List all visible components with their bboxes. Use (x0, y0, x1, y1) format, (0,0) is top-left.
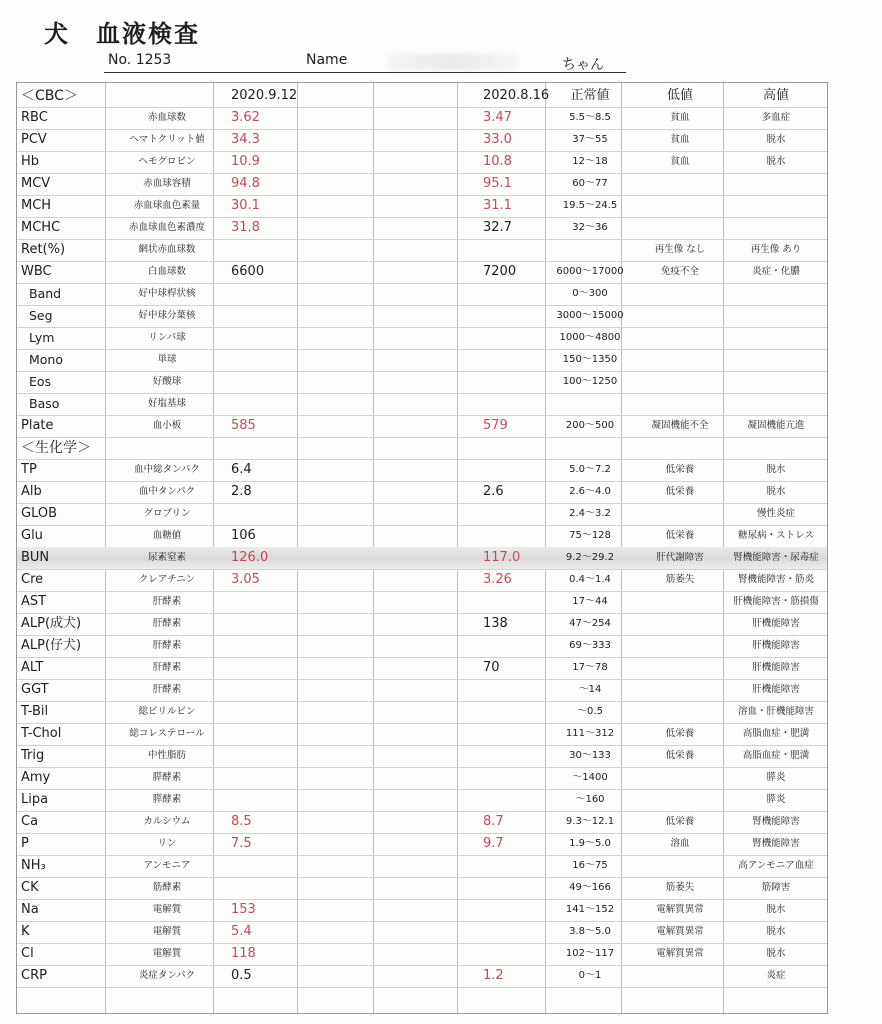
high-meaning: 腎機能障害 (752, 816, 800, 827)
low-meaning: 低栄養 (665, 816, 695, 827)
test-code: K (21, 924, 30, 939)
table-row (17, 701, 827, 724)
test-code: GLOB (21, 506, 58, 521)
record-number: No. 1253 (108, 52, 172, 68)
table-row (17, 877, 827, 900)
test-code: NH₃ (21, 858, 46, 873)
low-meaning (621, 349, 739, 371)
value-date2: 7200 (483, 264, 517, 279)
normal-range: 2.4〜3.2 (569, 508, 611, 519)
low-meaning (621, 679, 739, 701)
high-meaning: 溶血・肝機能障害 (737, 706, 814, 717)
high-meaning: 脱水 (766, 156, 786, 167)
normal-range: 60〜77 (572, 178, 608, 189)
normal-range: 17〜78 (572, 662, 608, 673)
test-name-jp: クレアチニン (138, 574, 196, 585)
test-name-jp: 膵酵素 (152, 772, 182, 783)
test-code: GGT (21, 682, 49, 697)
low-meaning: 貧血 (670, 134, 690, 145)
value-date1: 7.5 (231, 836, 252, 851)
test-name-jp: 赤血球容積 (143, 178, 191, 189)
normal-range: 49〜166 (569, 882, 611, 893)
test-name-jp: 電解質 (152, 948, 182, 959)
high-meaning: 肝機能障害 (752, 684, 800, 695)
value-date1: 6.4 (231, 462, 252, 477)
table-row (17, 569, 827, 592)
test-name-jp: 肝酵素 (152, 640, 182, 651)
value-date1: 34.3 (231, 132, 260, 147)
table-row (17, 591, 827, 614)
high-meaning: 高脂血症・肥満 (742, 750, 810, 761)
value-date1: 6600 (231, 264, 265, 279)
normal-range: 30〜133 (569, 750, 611, 761)
test-name-jp: 血中総タンパク (134, 464, 200, 475)
test-code: Plate (21, 418, 54, 433)
normal-range: 3000〜15000 (556, 310, 624, 321)
table-row (17, 129, 827, 152)
test-name-jp: 炎症タンパク (138, 970, 196, 981)
low-meaning: 肝代謝障害 (656, 552, 704, 563)
test-name-jp: 肝酵素 (152, 618, 182, 629)
value-date1: 118 (231, 946, 256, 961)
test-code: T-Bil (21, 704, 49, 719)
high-meaning: 多血症 (761, 112, 791, 123)
normal-range: 69〜333 (569, 640, 611, 651)
value-date2: 70 (483, 660, 500, 675)
page-title (44, 14, 200, 49)
table-row (17, 283, 827, 306)
test-code: Cl (21, 946, 34, 961)
low-meaning: 低栄養 (665, 530, 695, 541)
value-date2: 8.7 (483, 814, 504, 829)
value-date1: 10.9 (231, 154, 260, 169)
redacted-name (388, 54, 518, 70)
high-meaning: 脱水 (766, 948, 786, 959)
value-date1: 585 (231, 418, 256, 433)
low-meaning (621, 635, 739, 657)
table-row (17, 899, 827, 922)
low-meaning (621, 767, 739, 789)
normal-range: 〜0.5 (577, 706, 603, 717)
high-meaning: 腎機能障害・筋炎 (737, 574, 814, 585)
high-meaning: 脱水 (766, 486, 786, 497)
normal-range: 19.5〜24.5 (562, 200, 618, 211)
section-header-row (17, 437, 827, 460)
low-meaning (621, 327, 739, 349)
low-meaning (621, 789, 739, 811)
test-name-jp: 肝酵素 (152, 684, 182, 695)
value-date1: 31.8 (231, 220, 260, 235)
high-meaning: 筋障害 (761, 882, 791, 893)
test-name-jp: アンモニア (143, 860, 191, 871)
test-name-jp: 単球 (157, 354, 177, 365)
test-name-jp: 膵酵素 (152, 794, 182, 805)
normal-range: 16〜75 (572, 860, 608, 871)
test-code: Hb (21, 154, 40, 169)
table-row (17, 195, 827, 218)
value-date2: 10.8 (483, 154, 512, 169)
high-meaning: 腎機能障害・尿毒症 (733, 552, 819, 563)
title-text: 血液検査 (96, 20, 200, 48)
high-meaning: 凝固機能亢進 (747, 420, 805, 431)
high-meaning: 肝機能障害 (752, 662, 800, 673)
high-meaning: 脱水 (766, 904, 786, 915)
value-date2: 1.2 (483, 968, 504, 983)
test-code: TP (21, 462, 37, 477)
low-meaning: 電解質異常 (656, 926, 704, 937)
value-date1: 8.5 (231, 814, 252, 829)
normal-range: 1000〜4800 (559, 332, 621, 343)
table-row (17, 349, 827, 372)
table-row (17, 679, 827, 702)
name-label: Name (306, 52, 348, 68)
test-name-jp: 肝酵素 (152, 596, 182, 607)
normal-range: 75〜128 (569, 530, 611, 541)
table-row (17, 327, 827, 350)
table-row (17, 657, 827, 680)
test-name-jp: 網状赤血球数 (138, 244, 196, 255)
low-meaning: 溶血 (670, 838, 690, 849)
normal-range: 0〜300 (572, 288, 608, 299)
low-meaning (621, 701, 739, 723)
table-row (17, 613, 827, 636)
normal-range: 9.2〜29.2 (565, 552, 615, 563)
value-date1: 106 (231, 528, 256, 543)
high-meaning: 糖尿病・ストレス (738, 530, 814, 541)
test-name-jp: カルシウム (143, 816, 191, 827)
test-name-jp: 肝酵素 (152, 662, 182, 673)
test-code: RBC (21, 110, 48, 125)
value-date2: 579 (483, 418, 508, 433)
normal-range: 正常値 (570, 88, 610, 103)
value-date2: 2.6 (483, 484, 504, 499)
test-code: Cre (21, 572, 44, 587)
results-table (16, 82, 828, 1014)
table-row (17, 723, 827, 746)
high-meaning: 脱水 (766, 464, 786, 475)
test-code: Amy (21, 770, 51, 785)
test-code: AST (21, 594, 47, 609)
test-name-jp: 好中球桿状核 (138, 288, 196, 299)
test-code: Seg (29, 308, 53, 323)
table-row (17, 811, 827, 834)
test-code: CK (21, 880, 39, 895)
high-meaning: 脱水 (766, 926, 786, 937)
table-row (17, 767, 827, 790)
normal-range: 5.5〜8.5 (569, 112, 611, 123)
normal-range: 〜160 (575, 794, 605, 805)
test-name-jp: 電解質 (152, 904, 182, 915)
test-name-jp: 中性脂肪 (147, 750, 186, 761)
test-code: MCH (21, 198, 52, 213)
high-meaning: 膵炎 (766, 794, 786, 805)
high-meaning: 炎症 (766, 970, 786, 981)
normal-range: 37〜55 (572, 134, 608, 145)
test-name-jp: 血小板 (152, 420, 182, 431)
table-row (17, 107, 827, 130)
value-date1: 2020.9.12 (231, 88, 298, 103)
test-code: ALP(成犬) (21, 616, 82, 631)
low-meaning (621, 195, 739, 217)
test-name-jp: ヘモグロビン (138, 156, 196, 167)
low-meaning: 貧血 (670, 156, 690, 167)
test-name-jp: 総コレステロール (129, 728, 205, 739)
normal-range: 1.9〜5.0 (569, 838, 611, 849)
test-name-jp: ヘマトクリット値 (129, 134, 205, 145)
high-meaning: 高アンモニア血症 (738, 860, 814, 871)
table-row (17, 855, 827, 878)
test-code: Alb (21, 484, 42, 499)
test-code: WBC (21, 264, 52, 279)
title-animal: 犬 (44, 20, 70, 48)
table-row (17, 503, 827, 526)
normal-range: 0〜1 (578, 970, 602, 981)
normal-range: 2.6〜4.0 (569, 486, 611, 497)
low-meaning (621, 371, 739, 393)
low-meaning: 電解質異常 (656, 948, 704, 959)
test-name-jp: 赤血球数 (147, 112, 186, 123)
test-name-jp: 筋酵素 (152, 882, 182, 893)
high-meaning: 高値 (762, 88, 789, 103)
low-meaning (621, 591, 739, 613)
high-meaning: 肝機能障害・筋損傷 (733, 596, 819, 607)
low-meaning: 低栄養 (665, 486, 695, 497)
normal-range: 141〜152 (565, 904, 615, 915)
header-underline (104, 72, 626, 73)
low-meaning (621, 305, 739, 327)
test-code: Mono (29, 352, 64, 367)
high-meaning (725, 173, 827, 195)
test-code: P (21, 836, 29, 851)
low-meaning (621, 613, 739, 635)
test-code: Trig (21, 748, 45, 763)
table-row (17, 525, 827, 548)
normal-range: 3.8〜5.0 (569, 926, 611, 937)
high-meaning (725, 437, 827, 459)
low-meaning (621, 173, 739, 195)
test-code: CRP (21, 968, 47, 983)
test-code: ＜CBC＞ (21, 88, 78, 104)
test-code: Eos (29, 374, 52, 389)
test-code: MCHC (21, 220, 61, 235)
table-row (17, 547, 827, 570)
test-code: PCV (21, 132, 47, 147)
normal-range: 200〜500 (565, 420, 615, 431)
value-date1: 3.05 (231, 572, 260, 587)
value-date1: 2.8 (231, 484, 252, 499)
test-code: Lym (29, 330, 55, 345)
value-date2: 31.1 (483, 198, 512, 213)
test-code: Na (21, 902, 39, 917)
test-code: BUN (21, 550, 50, 565)
table-row (17, 151, 827, 174)
test-code: Baso (29, 396, 60, 411)
low-meaning (621, 437, 739, 459)
high-meaning: 膵炎 (766, 772, 786, 783)
high-meaning: 腎機能障害 (752, 838, 800, 849)
test-name-jp: 好酸球 (152, 376, 182, 387)
high-meaning: 慢性炎症 (756, 508, 795, 519)
high-meaning (725, 283, 827, 305)
normal-range: 〜14 (578, 684, 602, 695)
high-meaning (725, 217, 827, 239)
low-meaning (621, 393, 739, 415)
test-name-jp: 赤血球血色素濃度 (128, 222, 205, 233)
test-name-jp: グロブリン (143, 508, 191, 519)
test-name-jp: 電解質 (152, 926, 182, 937)
test-name-jp: 血中タンパク (138, 486, 196, 497)
table-row (17, 481, 827, 504)
table-row (17, 459, 827, 482)
value-date1: 0.5 (231, 968, 252, 983)
normal-range: 5.0〜7.2 (569, 464, 611, 475)
value-date2: 32.7 (483, 220, 512, 235)
normal-range: 111〜312 (565, 728, 615, 739)
table-row (17, 745, 827, 768)
low-meaning: 電解質異常 (656, 904, 704, 915)
high-meaning (725, 349, 827, 371)
low-meaning: 筋萎失 (665, 882, 695, 893)
normal-range: 9.3〜12.1 (565, 816, 615, 827)
test-name-jp: リン (157, 838, 177, 849)
high-meaning (725, 393, 827, 415)
high-meaning: 脱水 (766, 134, 786, 145)
high-meaning (725, 371, 827, 393)
normal-range: 〜1400 (572, 772, 608, 783)
test-name-jp: 尿素窒素 (147, 552, 186, 563)
table-row (17, 261, 827, 284)
test-name-jp: リンパ球 (148, 332, 186, 343)
value-date1: 153 (231, 902, 256, 917)
high-meaning: 再生像 あり (750, 244, 802, 255)
table-row (17, 965, 827, 988)
test-code: Ca (21, 814, 39, 829)
value-date2: 33.0 (483, 132, 512, 147)
low-meaning: 免疫不全 (660, 266, 699, 277)
normal-range: 6000〜17000 (556, 266, 624, 277)
value-date1: 5.4 (231, 924, 252, 939)
low-meaning: 低栄養 (665, 728, 695, 739)
table-row (17, 789, 827, 812)
low-meaning (621, 283, 739, 305)
test-name-jp: 総ビリルビン (138, 706, 196, 717)
test-name-jp: 赤血球血色素量 (133, 200, 201, 211)
value-date2: 3.26 (483, 572, 512, 587)
low-meaning: 貧血 (670, 112, 690, 123)
normal-range: 0.4〜1.4 (569, 574, 611, 585)
low-meaning: 低栄養 (665, 750, 695, 761)
test-code: ALT (21, 660, 44, 675)
low-meaning (621, 217, 739, 239)
test-code: ＜生化学＞ (21, 440, 91, 456)
table-row (17, 371, 827, 394)
test-code: Glu (21, 528, 43, 543)
high-meaning (725, 305, 827, 327)
high-meaning: 肝機能障害 (752, 618, 800, 629)
table-row (17, 173, 827, 196)
high-meaning (725, 327, 827, 349)
value-date2: 9.7 (483, 836, 504, 851)
low-meaning (621, 503, 739, 525)
table-row (17, 305, 827, 328)
low-meaning: 低値 (666, 88, 693, 103)
test-name-jp: 血糖値 (152, 530, 182, 541)
high-meaning (725, 195, 827, 217)
test-name-jp: 好塩基球 (147, 398, 186, 409)
table-row (17, 415, 827, 438)
normal-range: 47〜254 (569, 618, 611, 629)
normal-range: 12〜18 (572, 156, 608, 167)
test-code: Band (29, 286, 62, 301)
test-name-jp: 好中球分葉核 (138, 310, 196, 321)
low-meaning (621, 657, 739, 679)
table-row (17, 921, 827, 944)
value-date2: 95.1 (483, 176, 512, 191)
normal-range: 32〜36 (572, 222, 608, 233)
section-header-row (17, 85, 827, 108)
value-date2: 138 (483, 616, 508, 631)
value-date1: 3.62 (231, 110, 260, 125)
value-date1: 30.1 (231, 198, 260, 213)
low-meaning: 凝固機能不全 (651, 420, 709, 431)
normal-range: 102〜117 (565, 948, 615, 959)
test-code: Lipa (21, 792, 49, 807)
table-row (17, 217, 827, 240)
low-meaning (621, 855, 739, 877)
normal-range: 100〜1250 (562, 376, 618, 387)
normal-range: 17〜44 (572, 596, 608, 607)
low-meaning (621, 965, 739, 987)
test-code: Ret(%) (21, 242, 66, 257)
table-row (17, 833, 827, 856)
test-code: MCV (21, 176, 51, 191)
low-meaning: 筋萎失 (665, 574, 695, 585)
value-date1: 94.8 (231, 176, 260, 191)
value-date2: 117.0 (483, 550, 521, 565)
value-date2: 3.47 (483, 110, 512, 125)
low-meaning: 再生像 なし (654, 244, 706, 255)
low-meaning: 低栄養 (665, 464, 695, 475)
value-date2: 2020.8.16 (483, 88, 550, 103)
test-name-jp: 白血球数 (147, 266, 186, 277)
high-meaning: 炎症・化膿 (752, 266, 800, 277)
table-row (17, 943, 827, 966)
table-row (17, 393, 827, 416)
normal-range: 150〜1350 (562, 354, 618, 365)
name-suffix: ちゃん (562, 57, 604, 73)
test-code: ALP(仔犬) (21, 638, 82, 653)
table-row (17, 635, 827, 658)
table-row (17, 239, 827, 262)
high-meaning: 高脂血症・肥満 (742, 728, 810, 739)
high-meaning: 肝機能障害 (752, 640, 800, 651)
test-code: T-Chol (21, 726, 62, 741)
value-date1: 126.0 (231, 550, 269, 565)
